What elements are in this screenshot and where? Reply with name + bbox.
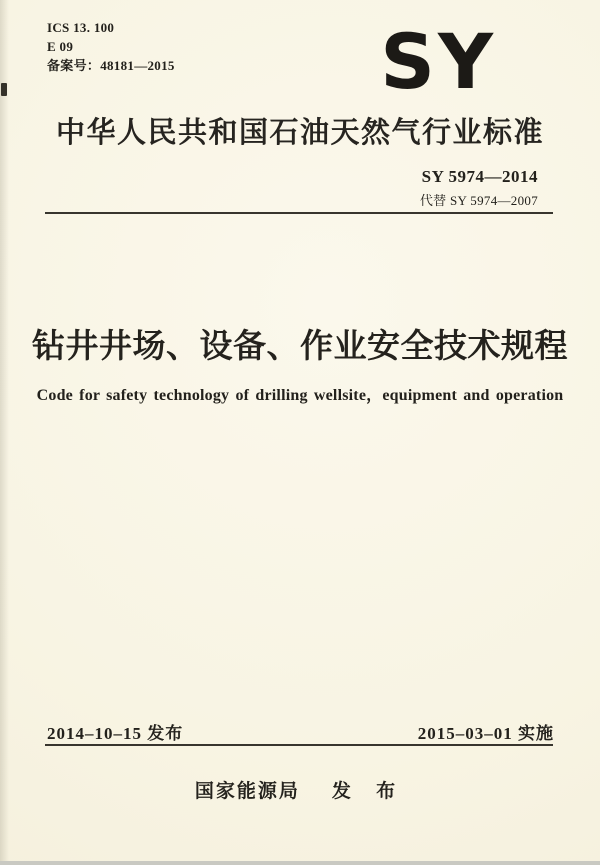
header-rule [45,212,553,214]
issuer-row [0,776,600,803]
standard-code: SY 5974—2014 [421,167,538,186]
standard-code-block [420,167,538,209]
replaced-standard: 代替 SY 5974—2007 [419,193,538,208]
publish-label: 发 布 [331,781,406,802]
header-codes-block [47,18,175,75]
document-title-en: Code for safety technology of drilling wellsite，equipment and operation [36,387,564,404]
sy-logo: SY [380,17,496,106]
record-number: 备案号：48181—2015 [47,58,175,73]
dates-row [47,719,554,744]
scan-ink-speck [1,83,7,96]
document-title-zh: 钻井井场、设备、作业安全技术规程 [32,327,568,364]
issuing-agency: 国家能源局 [194,781,300,802]
standard-org-title: 中华人民共和国石油天然气行业标准 [55,117,544,149]
issue-date: 2014–10–15 发布 [47,724,184,743]
footer-rule [45,744,553,746]
ics-code: ICS 13. 100 [47,20,115,35]
implementation-date: 2015–03–01 实施 [417,724,554,743]
scan-bottom-edge [0,861,600,865]
classification-code: E 09 [47,39,74,54]
